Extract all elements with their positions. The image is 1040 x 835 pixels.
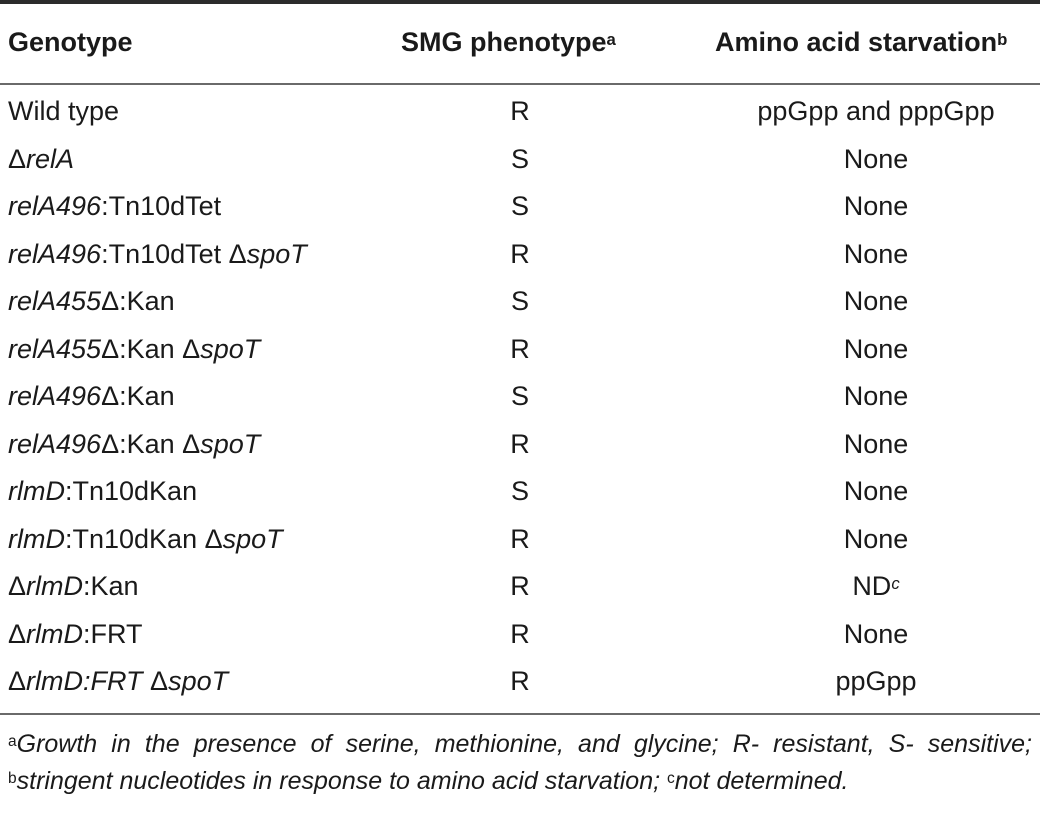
genotype-segment: spoT bbox=[222, 523, 283, 554]
table-row bbox=[0, 238, 1040, 286]
amino-acid-starvation-cell: None bbox=[843, 286, 909, 316]
genotype-segment: Δ:Kan Δ bbox=[101, 428, 201, 459]
table-row bbox=[0, 570, 1040, 618]
amino-acid-starvation-cell: None bbox=[843, 476, 909, 506]
genotype-cell bbox=[8, 285, 175, 317]
smg-phenotype-cell: R bbox=[510, 618, 530, 649]
footnote-mark: c bbox=[667, 769, 675, 787]
genotype-segment: Δ bbox=[8, 618, 27, 649]
smg-phenotype-cell: S bbox=[510, 286, 529, 316]
genotype-segment: relA455 bbox=[8, 286, 102, 316]
amino-acid-starvation-cell: None bbox=[843, 191, 909, 221]
header-genotype: Genotype bbox=[8, 27, 133, 57]
genotype-segment: spoT bbox=[168, 666, 229, 696]
footnote-text: not determined. bbox=[674, 766, 849, 795]
genotype-segment: :Kan bbox=[83, 571, 139, 601]
genotype-cell bbox=[8, 95, 119, 127]
smg-phenotype-cell: S bbox=[510, 191, 529, 221]
genotype-segment: Δ bbox=[8, 571, 27, 601]
amino-acid-starvation-cell: $ND^c$ bbox=[852, 571, 900, 601]
smg-phenotype-cell: S bbox=[510, 381, 529, 411]
amino-acid-starvation-cell: ppGpp bbox=[835, 666, 917, 696]
smg-phenotype-cell: S bbox=[510, 476, 529, 506]
genotype-segment: Δ bbox=[8, 143, 27, 174]
genotype-cell bbox=[8, 143, 74, 175]
table-row bbox=[0, 428, 1040, 476]
table-row bbox=[0, 380, 1040, 428]
genotype-cell bbox=[8, 665, 228, 697]
table-row bbox=[0, 475, 1040, 523]
smg-phenotype-cell: R bbox=[510, 523, 530, 554]
amino-acid-starvation-cell: None bbox=[843, 618, 909, 649]
table-bottom-rule bbox=[0, 713, 1040, 715]
footnote-mark: c bbox=[891, 574, 900, 593]
table-row bbox=[0, 665, 1040, 713]
genotype-segment: spoT bbox=[200, 333, 261, 364]
genotype-segment: Δ:Kan Δ bbox=[101, 333, 201, 364]
table-row bbox=[0, 285, 1040, 333]
amino-acid-starvation-cell: None bbox=[843, 428, 909, 459]
table-row bbox=[0, 333, 1040, 381]
genotype-cell bbox=[8, 618, 143, 650]
table-row bbox=[0, 95, 1040, 143]
smg-phenotype-cell: R bbox=[510, 666, 530, 696]
genotype-segment: relA496 bbox=[8, 428, 102, 459]
footnote-mark: a bbox=[8, 733, 17, 750]
genotype-segment: rlmD bbox=[26, 571, 84, 601]
genotype-segment: :FRT bbox=[83, 618, 143, 649]
genotype-cell bbox=[8, 523, 283, 555]
genotype-cell bbox=[8, 475, 197, 507]
footnote-mark: b bbox=[8, 769, 17, 787]
amino-acid-starvation-cell: None bbox=[843, 238, 909, 269]
amino-acid-starvation-cell: None bbox=[843, 523, 909, 554]
smg-phenotype-cell: R bbox=[510, 238, 530, 269]
genotype-segment: :Tn10dTet bbox=[101, 191, 222, 221]
footnote-text: Growth in the presence of serine, methionine, and glycine; R- resistant, S- sensitive; bbox=[16, 730, 1032, 758]
genotype-segment: relA496 bbox=[8, 191, 102, 221]
genotype-cell bbox=[8, 333, 260, 365]
genotype-segment: Δ bbox=[142, 666, 169, 696]
table-row bbox=[0, 143, 1040, 191]
genotype-segment: :Tn10dKan Δ bbox=[64, 523, 223, 554]
genotype-segment: spoT bbox=[200, 428, 261, 459]
genotype-segment: rlmD:FRT bbox=[26, 666, 143, 696]
amino-acid-starvation-cell: None bbox=[843, 143, 909, 174]
header-amino-acid-starvation: Amino acid starvation$^b$ bbox=[715, 27, 1008, 57]
smg-phenotype-cell: R bbox=[510, 333, 530, 364]
genotype-segment: :Tn10dTet Δ bbox=[101, 238, 247, 269]
genotype-segment: relA455 bbox=[8, 333, 102, 364]
genotype-segment: Δ:Kan bbox=[101, 286, 175, 316]
genotype-cell bbox=[8, 190, 221, 222]
genotype-segment: relA496 bbox=[8, 238, 102, 269]
genotype-segment: Δ:Kan bbox=[101, 381, 175, 411]
table-row bbox=[0, 190, 1040, 238]
genotype-segment: Δ bbox=[8, 666, 27, 696]
header-smg-phenotype: SMG phenotype$^a$ bbox=[401, 27, 616, 57]
genotype-segment: Wild type bbox=[8, 96, 120, 126]
genotype-cell bbox=[8, 570, 139, 602]
table-top-rule bbox=[0, 0, 1040, 4]
table-row bbox=[0, 523, 1040, 571]
amino-acid-starvation-cell: ppGpp and pppGpp bbox=[757, 96, 995, 126]
genotype-segment: :Tn10dKan bbox=[64, 476, 198, 506]
amino-acid-starvation-cell: None bbox=[843, 333, 909, 364]
table-row bbox=[0, 618, 1040, 666]
genotype-segment: spoT bbox=[246, 238, 307, 269]
footnote-mark: a bbox=[606, 30, 616, 49]
genotype-cell bbox=[8, 380, 175, 412]
smg-phenotype-cell: R bbox=[510, 96, 530, 126]
smg-phenotype-cell: R bbox=[510, 571, 530, 601]
table-footnotes bbox=[8, 726, 1032, 799]
footnote-text: stringent nucleotides in response to amino acid starvation; bbox=[16, 766, 667, 795]
smg-phenotype-cell: R bbox=[510, 428, 530, 459]
genotype-segment: relA bbox=[26, 143, 75, 174]
genotype-segment: rlmD bbox=[8, 476, 65, 506]
genotype-cell bbox=[8, 428, 260, 460]
genotype-cell bbox=[8, 238, 307, 270]
genotype-segment: rlmD bbox=[8, 523, 65, 554]
header-rule bbox=[0, 83, 1040, 85]
genotype-segment: relA496 bbox=[8, 381, 102, 411]
amino-acid-starvation-cell: None bbox=[843, 381, 909, 411]
genotype-segment: rlmD bbox=[26, 618, 84, 649]
smg-phenotype-cell: S bbox=[510, 143, 529, 174]
footnote-mark: b bbox=[997, 30, 1008, 49]
